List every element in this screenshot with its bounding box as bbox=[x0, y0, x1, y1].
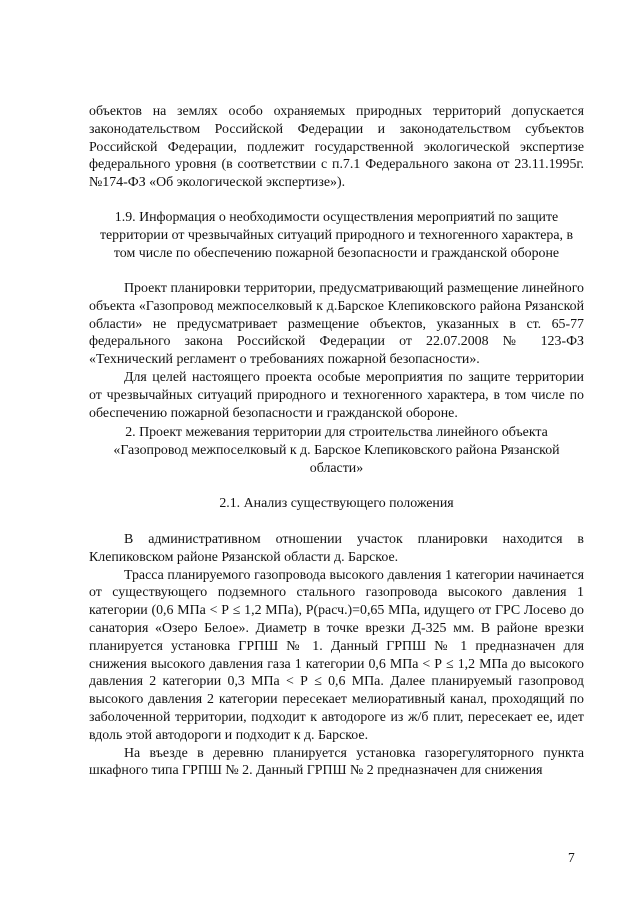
paragraph-project: Проект планировки территории, предусматривающий размещение линейного объекта «Газопровод межпоселковый к д.Барское Клепиковского района Рязанской области» не предусматривает размещение объектов, указанных в ст. 65-77 федерального закона Российской Федерации от 22.07.2008 № 123-ФЗ «Технический регламент о требованиях пожарной безопасности». bbox=[89, 281, 584, 368]
intro-paragraph-block bbox=[89, 103, 584, 192]
paragraph-route: Трасса планируемого газопровода высокого давления 1 категории начинается от существующего подземного стального газопровода высокого давления 1 категории (0,6 МПа < Р ≤ 1,2 МПа), Р(расч.)=0,65 МПа, идущего от ГРС Лосево до санатория «Озеро Белое». Диаметр в точке врезки Д-325 мм. В районе врезки планируется установка ГРПШ № 1. Данный ГРПШ № 1 предназначен для снижения высокого давления газа 1 категории 0,6 МПа < Р ≤ 1,2 МПа до высокого давления 2 категории 0,3 МПа < Р ≤ 0,6 МПа. Далее планируемый газопровод высокого давления 2 категории пересекает мелиоративный канал, проходящий по заболоченной территории, подходит к автодороге из ж/б плит, пересекает ее, идет вдоль этой автодороги и подходит к д. Барское. bbox=[89, 567, 584, 743]
paragraph-intro: объектов на землях особо охраняемых природных территорий допускается законодательством Российской Федерации и законодательством субъектов Российской Федерации, подлежит государственной экологической экспертизе федерального уровня (в соответствии с п.7.1 Федерального закона от 23.11.1995г. №174-ФЗ «Об экологической экспертизе»). bbox=[89, 104, 584, 191]
paragraph-entry: На въезде в деревню планируется установка газорегуляторного пункта шкафного типа ГРПШ № 2. Данный ГРПШ № 2 предназначен для снижения bbox=[89, 745, 584, 779]
section-heading-2: 2. Проект межевания территории для строительства линейного объекта «Газопровод межпоселковый к д. Барское Клепиковского района Рязанской области» bbox=[113, 425, 560, 476]
section-1-9-heading-block bbox=[89, 209, 584, 262]
paragraph-admin: В административном отношении участок планировки находится в Клепиковском районе Рязанской области д. Барское. bbox=[89, 532, 584, 565]
paragraph-purpose: Для целей настоящего проекта особые мероприятия по защите территории от чрезвычайных ситуаций природного и техногенного характера, в том числе по обеспечению пожарной безопасности и гражданской обороне. bbox=[89, 369, 584, 421]
section-heading-2-1: 2.1. Анализ существующего положения bbox=[219, 496, 454, 511]
analysis-paragraphs-block bbox=[89, 531, 584, 780]
section-heading-1-9: 1.9. Информация о необходимости осуществления мероприятий по защите территории от чрезвычайных ситуаций природного и техногенного характера, в том числе по обеспечению пожарной безопасности и гражданской обороне bbox=[99, 210, 574, 261]
section-2-heading-block bbox=[89, 424, 584, 477]
page-number: 7 bbox=[568, 850, 575, 865]
project-paragraphs-block bbox=[89, 280, 584, 422]
section-2-1-heading-block bbox=[89, 495, 584, 513]
